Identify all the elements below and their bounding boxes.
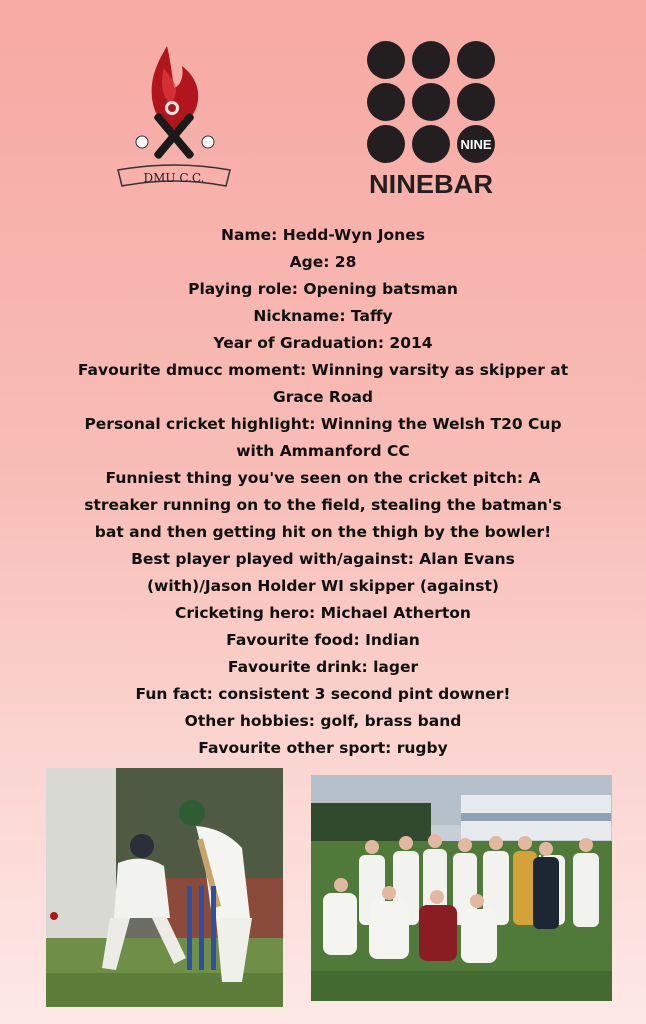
- sponsor-name: NINEBAR: [369, 169, 494, 198]
- profile-funniest-thing: Funniest thing you've seen on the cricket pitch: A streaker running on to the field, stealing the batman's bat and then getting hit on the thigh by the bowler!: [84, 469, 562, 541]
- profile-favourite-moment: Favourite dmucc moment: Winning varsity as skipper at Grace Road: [77, 361, 569, 406]
- profile-name: Name: Hedd-Wyn Jones: [221, 226, 425, 244]
- profile-cricket-highlight: Personal cricket highlight: Winning the Welsh T20 Cup with Ammanford CC: [84, 415, 562, 460]
- team-photo: [311, 775, 612, 1001]
- profile-nickname: Nickname: Taffy: [253, 307, 393, 325]
- player-profile: [30, 222, 616, 762]
- ninebar-logo: [366, 38, 498, 198]
- sponsor-badge: NINE: [460, 137, 492, 152]
- profile-fun-fact: Fun fact: consistent 3 second pint downer!: [135, 685, 511, 703]
- profile-age: Age: 28: [289, 253, 357, 271]
- profile-favourite-food: Favourite food: Indian: [226, 631, 420, 649]
- profile-other-hobbies: Other hobbies: golf, brass band: [184, 712, 462, 730]
- profile-favourite-drink: Favourite drink: lager: [227, 658, 419, 676]
- batting-photo: [46, 768, 283, 1007]
- profile-graduation-year: Year of Graduation: 2014: [213, 334, 433, 352]
- club-name: DMU C.C.: [143, 171, 205, 185]
- profile-playing-role: Playing role: Opening batsman: [188, 280, 458, 298]
- profile-other-sport: Favourite other sport: rugby: [198, 739, 448, 757]
- profile-cricketing-hero: Cricketing hero: Michael Atherton: [175, 604, 471, 622]
- dmu-cc-logo: [112, 38, 237, 198]
- profile-best-player: Best player played with/against: Alan Evans (with)/Jason Holder WI skipper (against): [131, 550, 515, 595]
- cricket-ball-icon-2: [202, 136, 214, 148]
- cricket-ball-icon: [136, 136, 148, 148]
